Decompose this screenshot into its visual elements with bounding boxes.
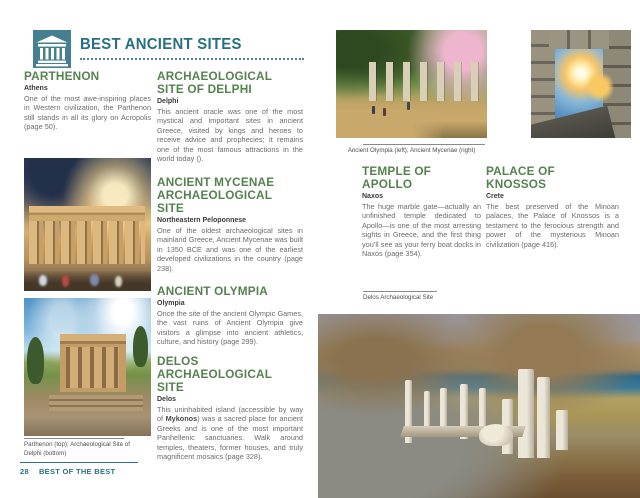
- left-photos-caption: Parthenon (top); Archaeological Site of Delphi (bottom): [24, 441, 130, 457]
- section-title: ANCIENT OLYMPIA: [157, 284, 268, 298]
- delos-photo-caption: Delos Archaeological Site: [363, 294, 434, 301]
- section-location: Crete: [486, 193, 504, 200]
- section-title: PALACE OF KNOSSOS: [486, 164, 555, 191]
- section-title: ARCHAEOLOGICAL SITE OF DELPHI: [157, 69, 272, 96]
- temple-columns-shape: [29, 221, 145, 265]
- stone-steps-shape: [49, 395, 143, 412]
- section-body: Once the site of the ancient Olympic Games, the vast ruins of Ancient Olympia give visitors a glimpse into ancient athletics, culture, and history (page 299).: [157, 309, 303, 347]
- section-knossos: [486, 165, 619, 249]
- dirt-path-shape: [336, 110, 442, 138]
- footer-label: BEST OF THE BEST: [38, 467, 116, 476]
- section-body: One of the most awe-inspiring places in Western civilization, the Parthenon still stands in all its glory on Acropolis (page 50).: [24, 94, 151, 132]
- marble-column-shape: [518, 369, 534, 457]
- section-body: This uninhabited island (accessible by way of Mykonos) was a sacred place for ancient Greeks and is one of the most important Panhellenic sanctuaries. Walk around temples, theaters, former houses, and truly magnificent mosaics (page 328).: [157, 405, 303, 462]
- person-shape: [383, 108, 386, 116]
- section-location: Delos: [157, 396, 177, 403]
- footer-rule: [20, 462, 138, 463]
- marble-column-shape: [556, 410, 568, 450]
- caption-rule: [363, 144, 485, 145]
- treasury-columns-shape: [66, 347, 119, 389]
- section-location: Delphi: [157, 98, 179, 105]
- section-body: This ancient oracle was one of the most mystical and important sites in ancient Greece, visited by kings and heroes to receive advice and prophecies; it remains one of the most famous attractions in the world today ().: [157, 107, 303, 164]
- tree-shape: [27, 337, 45, 384]
- section-location: Athens: [24, 85, 48, 92]
- page-number: 28: [20, 467, 29, 476]
- section-location: Northeastern Peloponnese: [157, 217, 247, 224]
- tourist-blob: [90, 274, 99, 286]
- page-title: BEST ANCIENT SITES: [80, 36, 242, 53]
- tourist-blob: [39, 275, 47, 286]
- section-title: ANCIENT MYCENAE ARCHAEOLOGICAL SITE: [157, 175, 275, 215]
- person-shape: [407, 102, 410, 110]
- photo-delos-site: [318, 314, 640, 498]
- section-body: The best preserved of the Minoan palaces, the Palace of Knossos is a testament to the ferocious strength and power of the mysterious Minoan civilization (page 416).: [486, 202, 619, 249]
- section-title: TEMPLE OF APOLLO: [362, 164, 432, 191]
- page-footer: [20, 467, 115, 476]
- section-parthenon: [24, 70, 151, 132]
- section-location: Olympia: [157, 300, 185, 307]
- stone-lintel-shape: [549, 30, 609, 49]
- photo-ancient-mycenae: [531, 30, 631, 138]
- tree-shape: [133, 326, 148, 367]
- section-delphi: [157, 70, 303, 163]
- caption-rule: [363, 291, 437, 292]
- marble-column-shape: [537, 377, 550, 458]
- section-body: One of the oldest archaeological sites in mainland Greece, Ancient Mycenae was built in 1350 BCE and was one of the earliest developed civilizations in the country (page 238).: [157, 226, 303, 273]
- treasury-building-shape: [60, 334, 126, 392]
- section-olympia: [157, 285, 303, 347]
- section-body: The huge marble gate—actually an unfinished temple dedicated to Apollo—is one of the most arresting sights in Greece, and the first thing you’ll see as your ferry boat docks in Naxos (page 354).: [362, 202, 481, 259]
- temple-entablature-shape: [29, 206, 145, 221]
- dotted-divider: [80, 58, 304, 60]
- section-title: PARTHENON: [24, 69, 100, 83]
- section-apollo: [362, 165, 481, 258]
- photo-ancient-olympia: [336, 30, 487, 138]
- section-mycenae: [157, 176, 303, 273]
- section-title: DELOS ARCHAEOLOGICAL SITE: [157, 354, 272, 394]
- section-delos: [157, 355, 303, 461]
- photo-delphi-treasury: [24, 298, 151, 436]
- colonnade-shape: [369, 62, 481, 101]
- round-column-base-shape: [479, 424, 513, 446]
- caption-rule: [24, 438, 124, 439]
- top-right-photos-caption: Ancient Olympia (left); Ancient Mycenae (right): [347, 147, 476, 154]
- person-shape: [372, 106, 375, 114]
- section-location: Naxos: [362, 193, 384, 200]
- temple-icon: [33, 30, 71, 68]
- photo-parthenon: [24, 158, 151, 291]
- tourist-blob: [62, 275, 69, 287]
